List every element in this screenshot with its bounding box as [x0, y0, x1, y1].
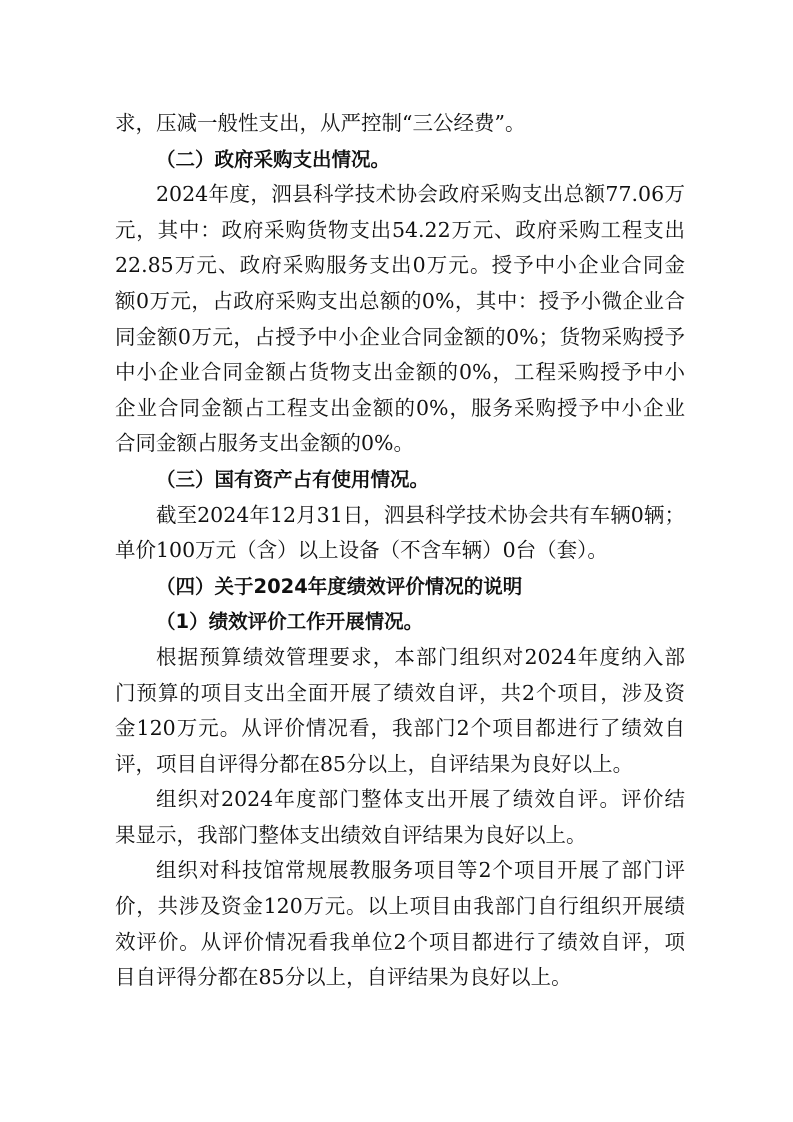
- body-text-line: 门预算的项目支出全面开展了绩效自评，共2个项目，涉及资: [115, 680, 685, 705]
- body-text-line: 22.85万元、政府采购服务支出0万元。授予中小企业合同金: [115, 253, 685, 278]
- body-text-line: 价，共涉及资金120万元。以上项目由我部门自行组织开展绩: [115, 894, 685, 919]
- paragraph-first-line: 2024年度，泗县科学技术协会政府采购支出总额77.06万: [156, 182, 685, 207]
- paragraph-first-line: 组织对科技馆常规展教服务项目等2个项目开展了部门评: [156, 858, 685, 883]
- paragraph-last-line: 求，压减一般性支出，从严控制“三公经费”。: [115, 111, 526, 135]
- paragraph-last-line: 果显示，我部门整体支出绩效自评结果为良好以上。: [115, 822, 587, 847]
- body-text-line: 效评价。从评价情况看我单位2个项目都进行了绩效自评，项: [115, 929, 685, 954]
- body-text-line: 元，其中：政府采购货物支出54.22万元、政府采购工程支出: [115, 217, 685, 242]
- paragraph-last-line: 目自评得分都在85分以上，自评结果为良好以上。: [115, 965, 572, 990]
- section-heading: （1）绩效评价工作开展情况。: [156, 610, 424, 634]
- paragraph-first-line: 根据预算绩效管理要求，本部门组织对2024年度纳入部: [156, 644, 685, 669]
- body-text-line: 金120万元。从评价情况看，我部门2个项目都进行了绩效自: [115, 716, 685, 741]
- paragraph-last-line: 单价100万元（含）以上设备（不含车辆）0台（套）。: [115, 538, 608, 563]
- paragraph-last-line: 评，项目自评得分都在85分以上，自评结果为良好以上。: [115, 751, 634, 776]
- document-body: [115, 106, 685, 996]
- paragraph-last-line: 合同金额占服务支出金额的0%。: [115, 431, 415, 456]
- section-heading: （二）政府采购支出情况。: [156, 147, 391, 171]
- body-text-line: 额0万元，占政府采购支出总额的0%，其中：授予小微企业合: [115, 288, 685, 313]
- section-heading: （四）关于2024年度绩效评价情况的说明: [156, 574, 523, 598]
- body-text-line: 同金额0万元，占授予中小企业合同金额的0%；货物采购授予: [115, 324, 685, 349]
- paragraph-first-line: 组织对2024年度部门整体支出开展了绩效自评。评价结: [156, 787, 685, 812]
- body-text-line: 企业合同金额占工程支出金额的0%，服务采购授予中小企业: [115, 395, 685, 420]
- section-heading: （三）国有资产占有使用情况。: [156, 467, 430, 491]
- body-text-line: 中小企业合同金额占货物支出金额的0%，工程采购授予中小: [115, 360, 685, 385]
- paragraph-first-line: 截至2024年12月31日，泗县科学技术协会共有车辆0辆；: [156, 502, 685, 527]
